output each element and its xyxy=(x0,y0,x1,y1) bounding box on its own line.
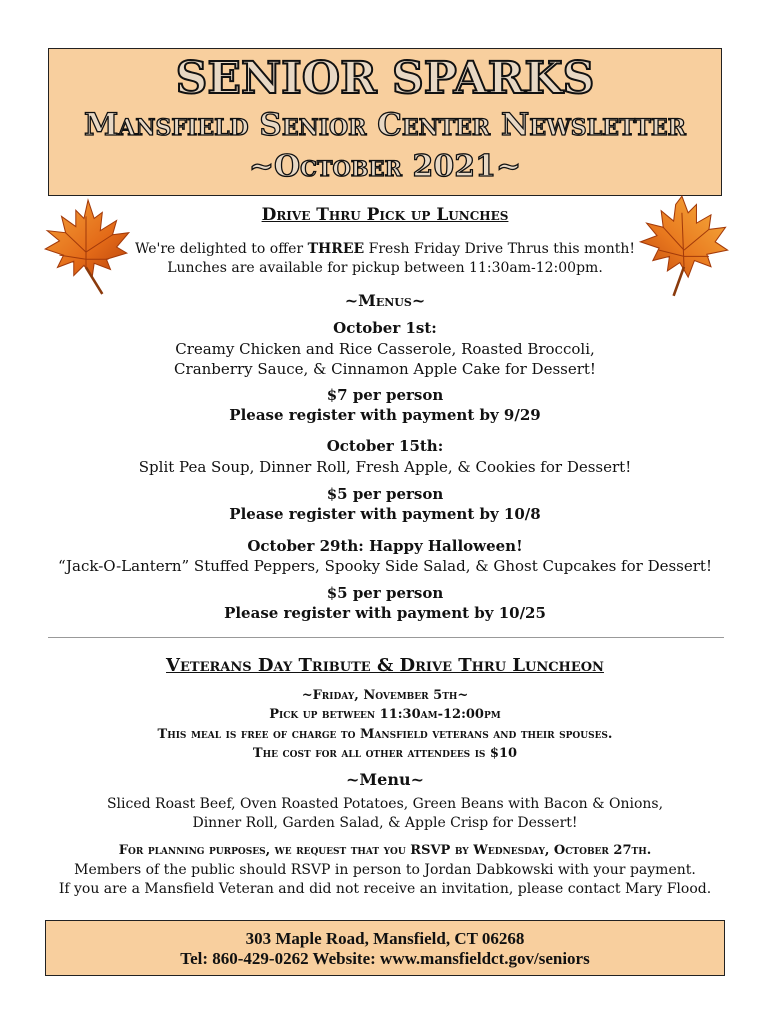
menu-date: October 29th: Happy Halloween! xyxy=(247,537,523,555)
menu-register: Please register with payment by 9/29 xyxy=(229,406,541,424)
menu-price: $5 per person xyxy=(326,485,444,503)
menu-line: Split Pea Soup, Dinner Roll, Fresh Apple, & Cookies for Dessert! xyxy=(138,458,632,476)
lunches-intro xyxy=(0,240,770,258)
newsletter-title: SENIOR SPARKS xyxy=(175,53,595,104)
menu-register: Please register with payment by 10/8 xyxy=(229,505,541,523)
menu-date: October 15th: xyxy=(326,437,444,455)
menu-price: $7 per person xyxy=(326,386,444,404)
veterans-cost: The cost for all other attendees is $10 xyxy=(252,746,518,761)
lunches-hours: Lunches are available for pickup between 11:30am-12:00pm. xyxy=(167,260,603,276)
section-divider xyxy=(48,637,724,638)
footer-contact: Tel: 860-429-0262 Website: www.mansfieldct.gov/seniors xyxy=(180,949,590,968)
menus-heading: ~Menus~ xyxy=(344,291,426,310)
veterans-heading: Veterans Day Tribute & Drive Thru Luncheon xyxy=(166,655,604,676)
footer-address: 303 Maple Road, Mansfield, CT 06268 xyxy=(245,929,525,948)
veterans-menu-line: Sliced Roast Beef, Oven Roasted Potatoes, Green Beans with Bacon & Onions, xyxy=(106,796,664,812)
intro-text-end: Fresh Friday Drive Thrus this month! xyxy=(364,241,636,257)
menu-line: Cranberry Sauce, & Cinnamon Apple Cake for Dessert! xyxy=(174,360,596,378)
newsletter-date: ~October 2021~ xyxy=(248,149,522,184)
veterans-menu-line: Dinner Roll, Garden Salad, & Apple Crisp for Dessert! xyxy=(192,815,578,831)
veterans-invite-note: If you are a Mansfield Veteran and did not receive an invitation, please contact Mary Flood. xyxy=(58,881,712,897)
veterans-pickup: Pick up between 11:30am-12:00pm xyxy=(269,707,501,722)
newsletter-header xyxy=(48,48,722,196)
menu-line: Creamy Chicken and Rice Casserole, Roasted Broccoli, xyxy=(175,340,595,358)
newsletter-subtitle: Mansfield Senior Center Newsletter xyxy=(84,107,686,143)
menu-date: October 1st: xyxy=(333,319,437,337)
menu-line: “Jack-O-Lantern” Stuffed Peppers, Spooky Side Salad, & Ghost Cupcakes for Dessert! xyxy=(58,557,712,575)
menu-register: Please register with payment by 10/25 xyxy=(224,604,546,622)
veterans-date: ~Friday, November 5th~ xyxy=(301,688,469,703)
veterans-rsvp: For planning purposes, we request that you RSVP by Wednesday, October 27th. xyxy=(118,843,652,858)
intro-emphasis: THREE xyxy=(307,241,365,257)
intro-text: We're delighted to offer xyxy=(134,241,308,257)
veterans-free-note: This meal is free of charge to Mansfield veterans and their spouses. xyxy=(157,727,613,742)
veterans-menu-heading: ~Menu~ xyxy=(346,770,424,789)
veterans-public-note: Members of the public should RSVP in person to Jordan Dabkowski with your payment. xyxy=(74,862,696,878)
menu-price: $5 per person xyxy=(326,584,444,602)
lunches-heading: Drive Thru Pick up Lunches xyxy=(261,205,509,225)
contact-footer xyxy=(45,920,725,976)
